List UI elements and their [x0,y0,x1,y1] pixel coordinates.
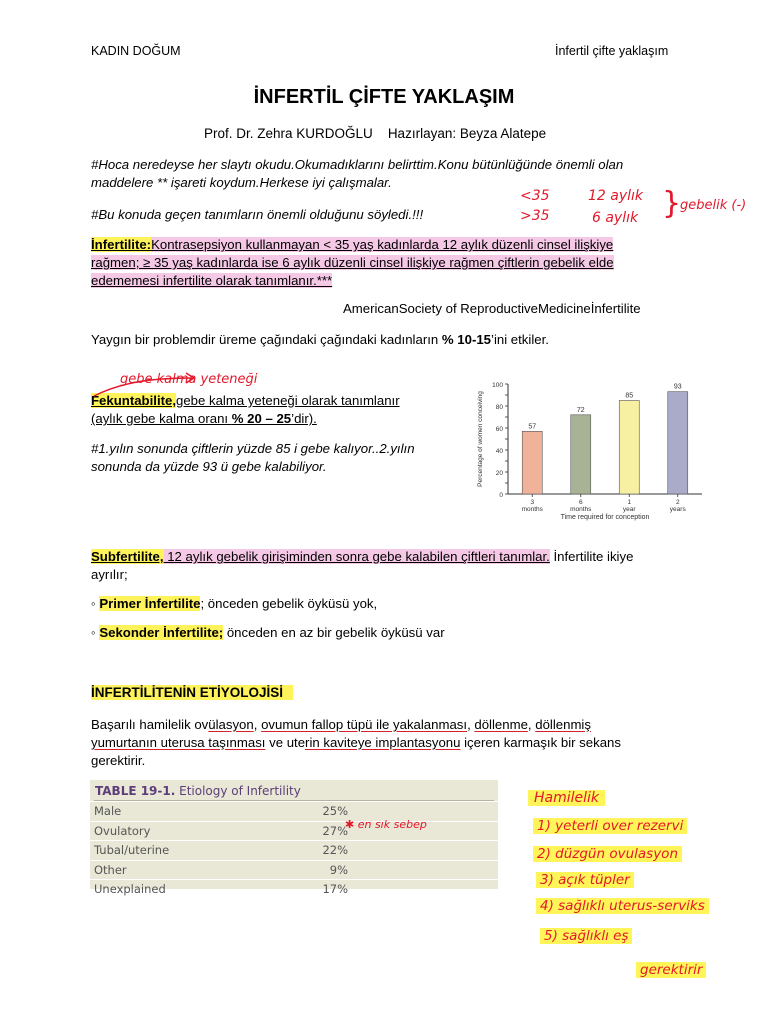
hand-brace: } [662,186,682,221]
x-tick-label: 3 [530,499,535,506]
hand-list-item: 3) açık tüpler [536,872,634,888]
hand-table-note [345,818,427,831]
x-tick-label: years [669,506,686,513]
primer-text: ; önceden gebelik öyküsü yok, [200,596,378,611]
fekunt-note-line-1: #1.yılın sonunda çiftlerin yüzde 85 i gebe kalıyor..2.yılın [91,441,415,456]
x-tick-label: months [570,506,592,513]
y-tick-label: 100 [492,382,503,389]
table-caption-bold: TABLE 19-1. [95,784,176,798]
chart-bar [619,401,639,495]
row-label: Unexplained [90,880,219,899]
subfert-line-2: ayrılır; [91,567,128,582]
row-label: Other [90,860,219,880]
table-row [90,841,498,861]
row-value: 25% [219,802,498,822]
etio-1g: , [527,717,536,732]
etio-1a: Başarılı hamilelik ov [91,717,209,732]
hand-list-item: 1) yeterli over rezervi [533,818,687,834]
prevalence-pre: Yaygın bir problemdir üreme çağındaki çağındaki kadınların [91,332,442,347]
subfert-post: İnfertilite ikiye [549,549,634,564]
table-row [90,880,498,899]
author-prof: Prof. Dr. Zehra KURDOĞLU [204,126,373,141]
infertilite-line-2: rağmen; ≥ 35 yaş kadınlarda ise 6 aylık düzenli cinsel ilişkiye rağmen çiftlerin gebelik elde [91,255,614,270]
fekunt-line-2-pre: (aylık gebe kalma oranı [91,411,232,426]
hand-table-note-text: en sık sebep [357,818,427,831]
bar-value-label: 93 [673,383,682,391]
infertilite-line-3: edememesi infertilite olarak tanımlanır.*** [91,273,333,288]
bar-value-label: 85 [625,392,634,400]
x-axis-title: Time required for conception [560,514,650,521]
primer-term: Primer İnfertilite [99,596,201,611]
note-1-line-1: #Hoca neredeyse her slaytı okudu.Okumadıklarını belirttim.Konu bütünlüğünde önemli olan [91,157,624,172]
sekonder-infertilite [91,624,445,642]
subfert-def: 12 aylık gebelik girişiminden sonra gebe kalabilen çiftleri tanımlar. [163,549,550,564]
table-row [90,860,498,880]
note-2: #Bu konuda geçen tanımların önemli olduğunu söyledi.!!! [91,207,424,222]
etio-1f: döllenme [474,717,528,732]
hand-age-1: <35 [520,188,550,204]
hand-list-item: 2) düzgün ovulasyon [533,846,682,862]
x-tick-label: months [521,506,543,513]
infertilite-term: İnfertilite: [91,237,152,252]
sekonder-text: önceden en az bir gebelik öyküsü var [223,625,445,640]
hand-list-item: 4) sağlıklı uterus-serviks [536,898,709,914]
etio-1b: ülasyon [208,717,254,732]
sekonder-bullet: ◦ [91,625,100,640]
hand-result: gebelik (-) [680,198,747,213]
prevalence-bold: % 10-15 [441,332,492,347]
y-tick-label: 60 [495,426,503,433]
row-value: 22% [219,841,498,861]
etiology-text [91,716,651,770]
chart-bar [668,392,688,494]
x-tick-label: 2 [675,499,680,506]
table-caption-rest: Etiology of Infertility [175,784,301,798]
row-value: 17% [219,880,498,899]
infertilite-line-1: Kontrasepsiyon kullanmayan < 35 yaş kadınlarda 12 aylık düzenli cinsel ilişkiye [151,237,614,252]
fekunt-line-2-bold: % 20 – 25 [231,411,292,426]
row-label: Ovulatory [90,821,219,841]
authors [204,125,546,143]
star-icon: ✱ [345,818,355,831]
fekunt-note-line-2: sonunda da yüzde 93 ü gebe kalabiliyor. [91,459,327,474]
hand-list-end: gerektirir [636,962,706,978]
fekunt-line-1: gebe kalma yeteneği olarak tanımlanır [176,393,400,408]
row-label: Male [90,802,219,822]
primer-infertilite [91,595,377,613]
primer-bullet: ◦ [91,596,100,611]
etiology-heading: İNFERTİLİTENİN ETİYOLOJİSİ [91,685,293,700]
row-label: Tubal/uterine [90,841,219,861]
conception-chart [470,372,710,522]
table-row [90,802,498,822]
x-tick-label: 6 [578,499,583,506]
etio-2b: ve ute [265,735,306,750]
table-row [90,821,498,841]
header-left: KADIN DOĞUM [91,44,181,58]
etiology-table [90,780,498,897]
hand-list-title: Hamilelik [528,790,605,806]
etio-1c: , [253,717,262,732]
bar-value-label: 57 [528,423,537,431]
sekonder-term: Sekonder İnfertilite; [99,625,224,640]
etio-1e: , [467,717,475,732]
y-axis-title: Percentage of women conceiving [477,391,484,487]
row-value: 27% [219,821,498,841]
note-1-line-2: maddelere ** işareti koydum.Herkese iyi çalışmalar. [91,175,392,190]
chart-bar [522,431,542,494]
x-tick-label: year [622,506,636,513]
prevalence-post: ’ini etkiler. [491,332,549,347]
table-caption [90,780,498,800]
chart-bar [571,415,591,494]
hand-fekunt-note: gebe kalma yeteneği [120,372,258,387]
y-tick-label: 80 [495,404,503,411]
etio-2c: rin kaviteye implantasyonu [305,735,461,750]
hand-month-1: 12 aylık [588,188,644,204]
hand-age-2: >35 [520,208,550,224]
etio-3: gerektirir. [91,753,146,768]
page-title: İNFERTİL ÇİFTE YAKLAŞIM [253,86,515,108]
etio-2a: yumurtanın uterusa taşınması [91,735,266,750]
x-tick-label: 1 [627,499,632,506]
row-value: 9% [219,860,498,880]
header-right: İnfertil çifte yaklaşım [555,44,669,58]
y-tick-label: 40 [495,448,503,455]
y-tick-label: 20 [495,470,503,477]
fekunt-line-2-post: ’dir). [291,411,317,426]
note-1 [91,156,623,192]
etio-2d: içeren karmaşık bir sekans [460,735,621,750]
subfert-term: Subfertilite, [91,549,164,564]
hand-month-2: 6 aylık [592,210,639,226]
prevalence [91,331,549,349]
y-tick-label: 0 [499,492,503,499]
etio-1h: döllenmiş [535,717,591,732]
infertilite-definition [91,236,614,290]
etio-1d: ovumun fallop tüpü ile yakalanması [261,717,468,732]
fekunt-term: Fekuntabilite, [91,393,176,408]
fekunt-note [91,440,415,476]
subfertilite-definition [91,548,633,584]
source-citation: AmericanSociety of ReproductiveMedicineİnfertilite [343,301,641,316]
bar-value-label: 72 [576,406,585,414]
hand-list-item: 5) sağlıklı eş [540,928,632,944]
author-prepared: Hazırlayan: Beyza Alatepe [387,126,547,141]
